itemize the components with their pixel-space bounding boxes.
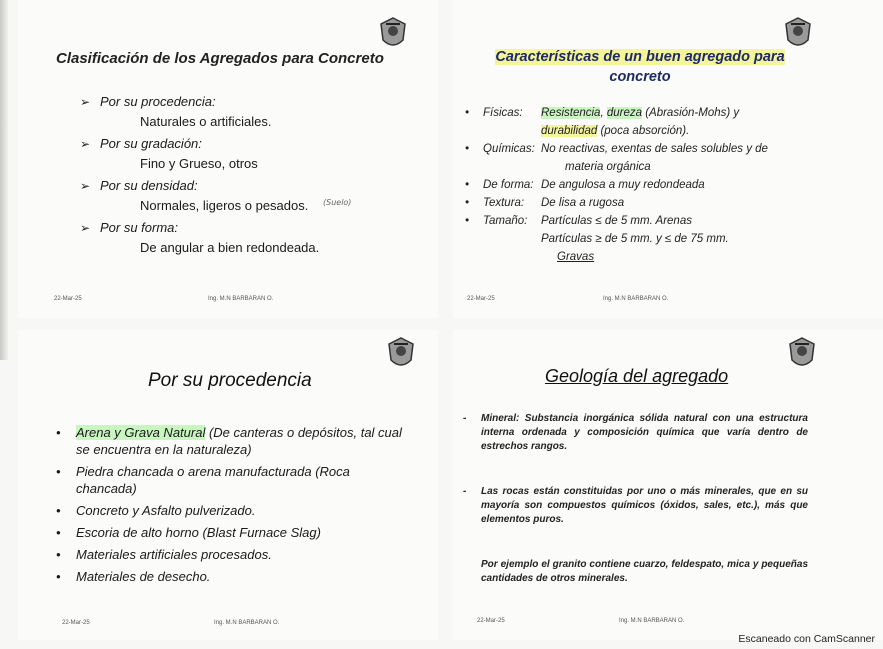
list-item: • Piedra chancada o arena manufacturada (Roca chancada) xyxy=(54,463,414,497)
footer-author: Ing. M.N BARBARAN O. xyxy=(619,618,685,624)
list-item: • Físicas: Resistencia, dureza (Abrasión-Mohs) y durabilidad (poca absorción). xyxy=(459,104,768,140)
list-item: • Escoria de alto horno (Blast Furnace Slag) xyxy=(54,524,414,541)
list-item: • Químicas: No reactivas, exentas de sales solubles y de materia orgánica xyxy=(459,140,768,176)
handwritten-note: (Suelo) xyxy=(323,198,352,207)
crest-icon xyxy=(783,16,813,50)
list-item: • Materiales de desecho. xyxy=(54,568,414,585)
slide-geologia xyxy=(453,330,883,640)
crest-icon xyxy=(378,16,408,50)
slide-clasificacion xyxy=(18,0,438,318)
footer-date: 22-Mar-25 xyxy=(477,618,505,624)
footer-date: 22-Mar-25 xyxy=(54,296,82,302)
footer-date: 22-Mar-25 xyxy=(62,620,90,626)
footer-date: 22-Mar-25 xyxy=(467,296,495,302)
classification-list xyxy=(80,92,319,260)
scanner-watermark: Escaneado con CamScanner xyxy=(738,633,875,645)
list-item: • Textura: De lisa a rugosa xyxy=(459,194,768,212)
paragraph-granito: Por ejemplo el granito contiene cuarzo, feldespato, mica y pequeñas cantidades de otros minerales. xyxy=(481,559,808,584)
list-item: • Materiales artificiales procesados. xyxy=(54,546,414,563)
crest-icon xyxy=(386,336,416,370)
origin-list xyxy=(54,424,414,590)
page-edge-shadow xyxy=(0,0,8,360)
list-item: ➢ Por su densidad: Normales, ligeros o pesados. xyxy=(80,176,319,216)
list-item: • Arena y Grava Natural (De canteras o depósitos, tal cual se encuentra en la naturaleza) xyxy=(54,424,414,458)
list-item: • Concreto y Asfalto pulverizado. xyxy=(54,502,414,519)
list-item: ➢ Por su procedencia: Naturales o artificiales. xyxy=(80,92,319,132)
slide-title: Clasificación de los Agregados para Concreto xyxy=(56,50,384,67)
list-item: ➢ Por su forma: De angular a bien redondeada. xyxy=(80,218,319,258)
paragraph-mineral: - Mineral: Substancia inorgánica sólida natural con una estructura interna ordenada y composición química que varía dentro de estrechos rangos. xyxy=(463,413,808,452)
list-item: • Tamaño: Partículas ≤ de 5 mm. Arenas Partículas ≥ de 5 mm. y ≤ de 75 mm. Gravas xyxy=(459,212,768,266)
footer-author: Ing. M.N BARBARAN O. xyxy=(214,620,280,626)
crest-icon xyxy=(787,336,817,370)
slide-title: Geología del agregado xyxy=(545,366,729,386)
footer-author: Ing. M.N BARBARAN O. xyxy=(603,296,669,302)
list-item: ➢ Por su gradación: Fino y Grueso, otros xyxy=(80,134,319,174)
characteristics-list xyxy=(459,104,768,266)
slide-title: Características de un buen agregado para concreto xyxy=(495,49,785,85)
footer-author: Ing. M.N BARBARAN O. xyxy=(208,296,274,302)
slide-procedencia xyxy=(18,330,438,640)
list-item: • De forma: De angulosa a muy redondeada xyxy=(459,176,768,194)
slide-caracteristicas xyxy=(453,0,883,318)
slide-title: Por su procedencia xyxy=(148,370,312,391)
paragraph-rocas: - Las rocas están constituidas por uno o más minerales, que en su mayoría son compuestos químicos (óxidos, sales, etc.), más que elementos puros. xyxy=(463,486,808,525)
